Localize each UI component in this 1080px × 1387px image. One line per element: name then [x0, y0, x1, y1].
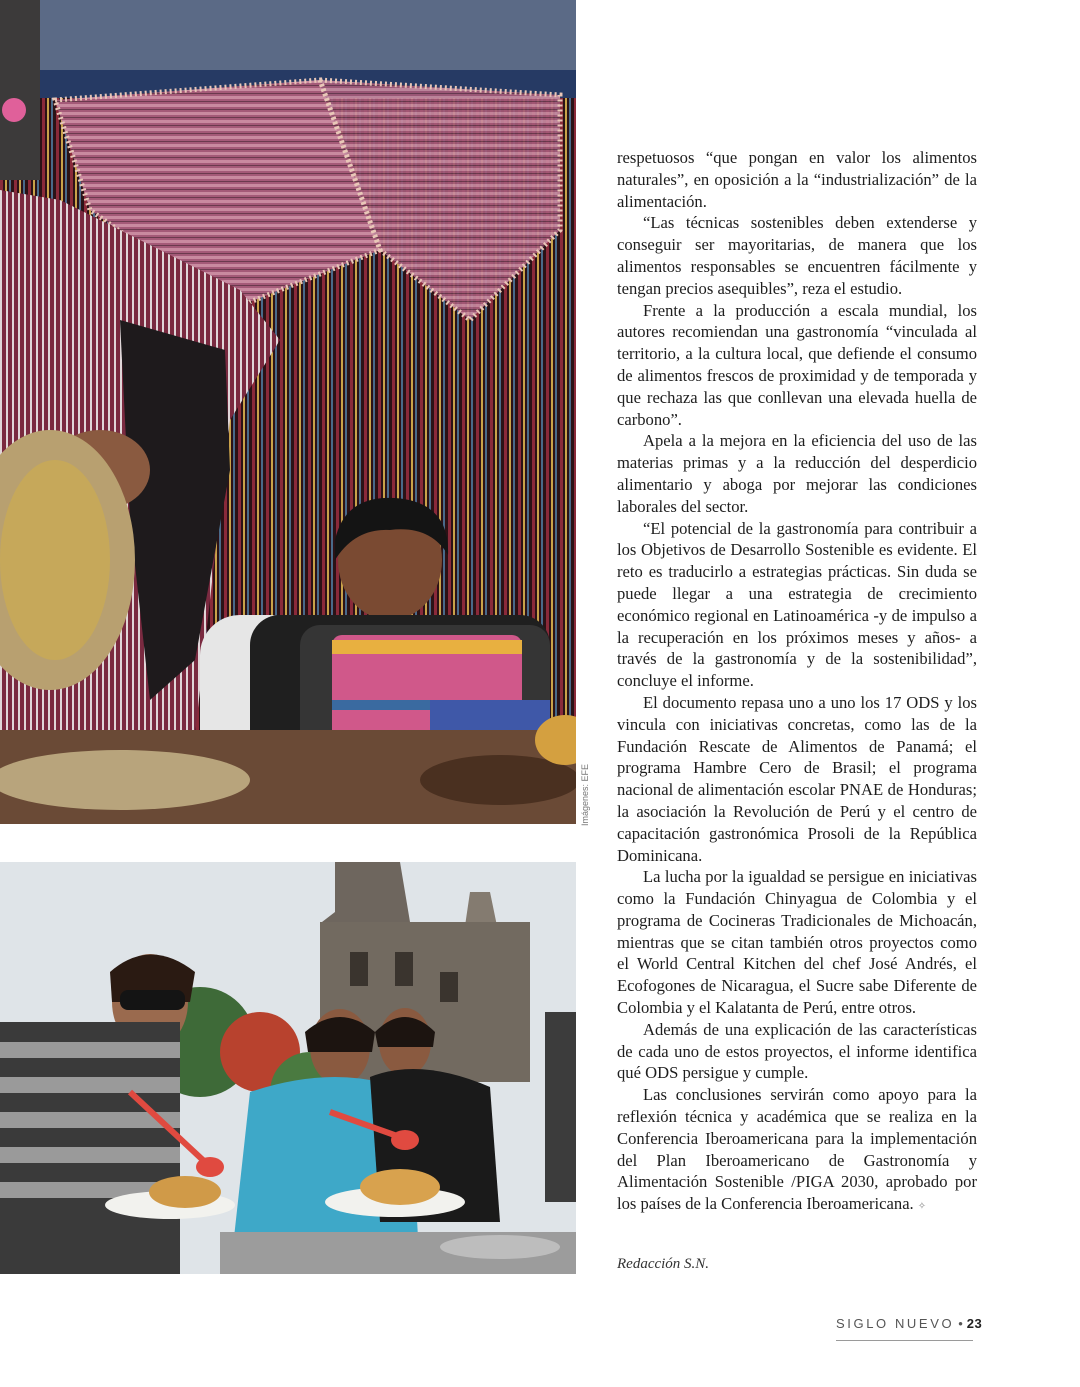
article-paragraph-last — [617, 1084, 977, 1218]
article-paragraph-text: Las conclusiones servirán como apoyo para la reflexión técnica y académica que se realiza en la Conferencia Iberoamericana para la implementación del Plan Iberoamericano de Gastronomía y Alimentación Sostenible /PIGA 2030, aprobado por los países de la Conferencia Iberoamericana. — [617, 1085, 977, 1214]
page-footer — [836, 1316, 983, 1341]
article-paragraph: El documento repasa uno a uno los 17 ODS y los vincula con iniciativas concretas, como las de la Fundación Rescate de Alimentos de Panamá; el programa Hambre Cero de Brasil; el programa nacional de alimentación escolar PNAE de Honduras; la asociación la Revolución de Perú y el centro de capacitación gastronómica Prosoli de la República Dominicana. — [617, 692, 977, 865]
article-body — [617, 147, 977, 1218]
article-paragraph: Apela a la mejora en la eficiencia del uso de las materias primas y a la reducción del desperdicio alimentario y aboga por mejorar las condiciones laborales del sector. — [617, 431, 977, 516]
photo-textile-stall — [0, 0, 576, 824]
photo-credit: Imágenes: EFE — [580, 763, 590, 826]
photo-food-serving — [0, 862, 576, 1274]
publication-name: SIGLO NUEVO — [836, 1316, 955, 1331]
article-paragraph: “Las técnicas sostenibles deben extenderse y conseguir ser mayoritarias, de manera que los alimentos responsables se encuentren fácilmente y tengan precios asequibles”, reza el estudio. — [617, 213, 977, 298]
footer-separator: • — [958, 1316, 963, 1331]
end-mark-icon: ✧ — [917, 1201, 927, 1213]
article-paragraph: respetuosos “que pongan en valor los alimentos naturales”, en oposición a la “industrialización” de la alimentación. — [617, 148, 977, 211]
article-signature: Redacción S.N. — [617, 1256, 710, 1272]
article-paragraph: Frente a la producción a escala mundial, los autores recomiendan una gastronomía “vinculada al territorio, a la cultura local, que defiende el consumo de alimentos frescos de proximidad y de temporada y que rechaza las que conllevan una elevada huella de carbono”. — [617, 300, 977, 429]
article-paragraph: La lucha por la igualdad se persigue en iniciativas como la Fundación Chinyagua de Colombia y el programa de Cocineras Tradicionales de Michoacán, mientras que se citan también otros proyectos como el World Central Kitchen del chef José Andrés, el Ecofogones de Nicaragua, el Sucre sabe Diferente de Colombia y el Kalatanta de Perú, entre otros. — [617, 867, 977, 1018]
page-number: 23 — [966, 1316, 983, 1331]
article-paragraph: “El potencial de la gastronomía para contribuir a los Objetivos de Desarrollo Sostenible es evidente. El reto es traducirlo a estrategias prácticas. Sin duda se puede llegar a una estrategia de crecimiento económico regional en Latinoamérica -y de impulso a la recuperación en los próximos meses y años- a través de la gastronomía y de la sostenibilidad”, concluye el informe. — [617, 518, 977, 691]
article-paragraph: Además de una explicación de las características de cada uno de estos proyectos, el informe identifica qué ODS persigue y cumple. — [617, 1019, 977, 1083]
